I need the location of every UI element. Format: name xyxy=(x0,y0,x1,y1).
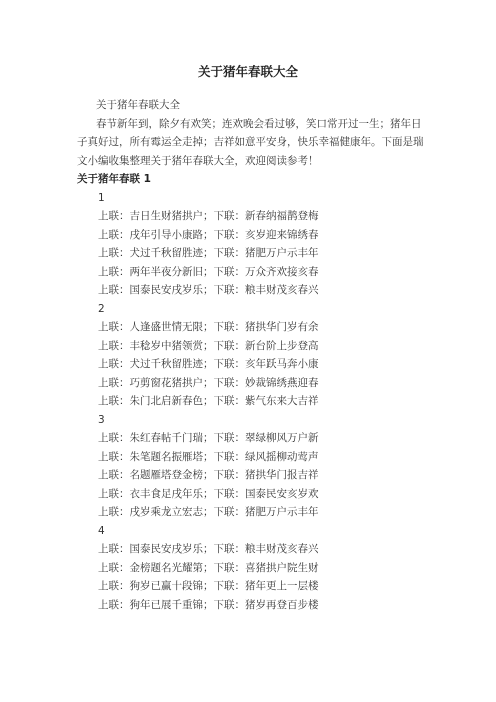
couplet-line: 上联：衣丰食足戌年乐；下联：国泰民安亥岁欢 xyxy=(98,487,319,500)
couplet-line: 上联：朱红春帖千门瑞；下联：翠绿柳风万户新 xyxy=(98,432,319,444)
couplet-group-3 xyxy=(77,411,427,522)
couplet-line: 上联：朱笔题名振雁塔；下联：绿风摇柳动莺声 xyxy=(98,450,319,463)
section-title: 关于猪年春联 1 xyxy=(77,173,151,185)
couplet-line: 上联：狗岁已赢十段锦；下联：猪年更上一层楼 xyxy=(98,580,319,592)
couplet-group-2 xyxy=(77,300,427,411)
couplet-line: 上联：国泰民安戌岁乐；下联：粮丰财茂亥春兴 xyxy=(98,543,319,555)
couplet-line: 上联：名题雁塔登金榜；下联：猪拱华门报吉祥 xyxy=(98,469,319,481)
couplet-group-1 xyxy=(77,189,427,300)
group-number: 4 xyxy=(98,524,105,537)
intro-heading: 关于猪年春联大全 xyxy=(96,99,180,111)
couplet-line: 上联：犬过千秋留胜迹；下联：亥年跃马奔小康 xyxy=(98,358,319,370)
couplet-line: 上联：两年半夜分新旧；下联：万众齐欢接亥春 xyxy=(98,265,319,278)
couplet-line: 上联：丰稔岁中猪领赏；下联：新台阶上步登高 xyxy=(98,339,319,352)
group-number: 1 xyxy=(98,191,105,204)
couplet-line: 上联：国泰民安戌岁乐；下联：粮丰财茂亥春兴 xyxy=(98,284,319,296)
document-body xyxy=(77,96,427,614)
couplet-line: 上联：狗年已展千重锦；下联：猪岁再登百步楼 xyxy=(98,598,319,611)
couplet-group-4 xyxy=(77,522,427,615)
couplet-line: 上联：巧剪窗花猪拱户；下联：妙裁锦绣燕迎春 xyxy=(98,376,319,389)
page-title: 关于猪年春联大全 xyxy=(197,64,298,79)
couplet-line: 上联：吉日生财猪拱户；下联：新春纳福鹊登梅 xyxy=(98,210,319,222)
couplet-line: 上联：金榜题名光耀第；下联：喜猪拱户院生财 xyxy=(98,561,319,574)
intro-paragraph: 春节新年到，除夕有欢笑；连欢晚会看过够，笑口常开过一生；猪年日子真好过，所有霉运全走掉；吉祥如意平安身，快乐幸福健康年。下面是瑞文小编收集整理关于猪年春联大全，欢迎阅读参考！ xyxy=(77,117,424,167)
couplet-line: 上联：戌岁乘龙立宏志；下联：猪肥万户示丰年 xyxy=(98,506,319,518)
group-number: 2 xyxy=(98,302,105,315)
couplet-line: 上联：犬过千秋留胜迹；下联：猪肥万户示丰年 xyxy=(98,247,319,259)
group-number: 3 xyxy=(98,413,105,426)
couplet-line: 上联：人逢盛世情无限；下联：猪拱华门岁有余 xyxy=(98,321,319,333)
couplet-line: 上联：戌年引导小康路；下联：亥岁迎来锦绣春 xyxy=(98,228,319,241)
couplet-line: 上联：朱门北启新春色；下联：紫气东来大吉祥 xyxy=(98,395,319,407)
